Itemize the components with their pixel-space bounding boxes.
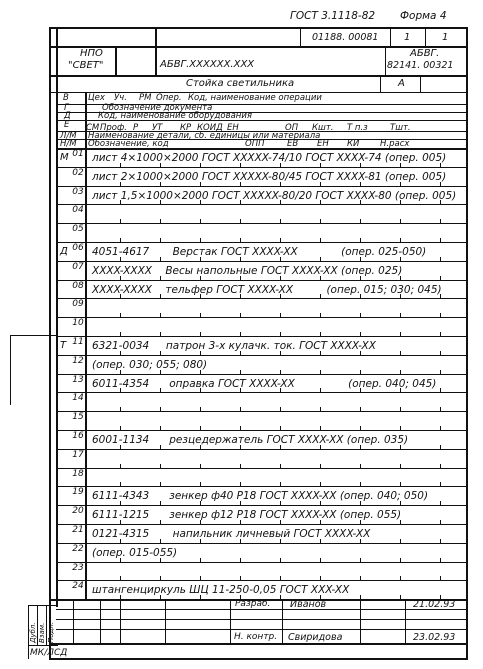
standard-number: ГОСТ 3.1118-82	[290, 10, 376, 22]
row-tick	[400, 351, 401, 356]
row-tick	[120, 313, 121, 318]
row-tick	[440, 464, 441, 469]
row-tick	[240, 558, 241, 563]
row-tick	[280, 558, 281, 563]
sheet-number: 1	[404, 32, 411, 43]
legend-4-koid: КОИД	[197, 123, 223, 133]
row-tick	[280, 576, 281, 581]
row-tick	[360, 482, 361, 487]
row-tick	[320, 332, 321, 337]
legend-1-tag: В	[63, 93, 69, 103]
legend-4-op: ОП	[285, 123, 299, 133]
row-tick	[160, 407, 161, 412]
row-tick	[440, 257, 441, 262]
row-number: 22	[72, 543, 84, 554]
row-tick	[240, 464, 241, 469]
row-tick	[440, 407, 441, 412]
row-tick	[120, 576, 121, 581]
row-separator	[56, 204, 468, 205]
row-tick	[240, 219, 241, 224]
legend-1-area: Уч.	[114, 93, 127, 103]
row-separator	[56, 430, 468, 431]
row-tick	[120, 482, 121, 487]
row-tick	[360, 370, 361, 375]
row-number: 24	[72, 581, 84, 592]
signature-divider	[165, 599, 166, 643]
row-tick	[400, 370, 401, 375]
header-divider	[155, 27, 157, 75]
row-tick	[320, 464, 321, 469]
header-divider	[420, 75, 421, 92]
row-text: 0121-4315 напильник личневый ГОСТ XXXX-XX	[92, 528, 371, 540]
row-tick	[200, 219, 201, 224]
binding-mark	[10, 335, 56, 336]
row-text: 6111-4343 зенкер ф40 Р18 ГОСТ XXXX-XX (опер. 040; 050)	[92, 490, 429, 503]
row-tick	[200, 426, 201, 431]
row-tick	[320, 238, 321, 243]
row-number: 02	[72, 167, 84, 178]
litera: А	[398, 78, 405, 89]
row-number: 12	[72, 355, 84, 366]
row-number: 19	[72, 487, 84, 498]
legend-6-opp: ОПП	[245, 139, 265, 149]
row-separator	[56, 223, 468, 224]
row-tick	[160, 332, 161, 337]
row-separator	[56, 524, 468, 525]
footer-line	[28, 645, 58, 646]
row-tick	[360, 407, 361, 412]
row-text: XXXX-XXXX тельфер ГОСТ XXXX-XX (опер. 015; 030; 045)	[92, 283, 442, 296]
row-tick	[440, 539, 441, 544]
signature-divider	[73, 599, 74, 643]
row-number: 14	[72, 393, 84, 404]
side-label-dubl: Дубл.	[29, 622, 37, 643]
row-tick	[200, 464, 201, 469]
part-designation: АБВГ.XXXXXX.XXX	[160, 59, 255, 70]
row-tick	[280, 238, 281, 243]
signature-divider	[230, 599, 231, 643]
row-tick	[240, 313, 241, 318]
row-tick	[440, 501, 441, 506]
row-separator	[56, 411, 468, 412]
code-right-2: 82141. 00321	[387, 60, 454, 71]
row-separator	[56, 336, 468, 337]
row-tick	[120, 219, 121, 224]
legend-3-equip: Код, наименование оборудования	[98, 111, 252, 121]
legend-6-code: Обозначение, код	[88, 139, 169, 149]
row-tick	[280, 426, 281, 431]
row-tick	[240, 482, 241, 487]
row-tick	[240, 576, 241, 581]
signature-line	[56, 629, 468, 630]
row-text: лист 1,5×1000×2000 ГОСТ XXXXX-80/20 ГОСТ XXXX-80 (опер. 005)	[92, 189, 457, 202]
row-tick	[200, 576, 201, 581]
row-tick	[440, 332, 441, 337]
footer-form-code: МК/ЛСД	[30, 648, 68, 658]
row-tick	[160, 219, 161, 224]
row-tick	[440, 482, 441, 487]
row-tick	[280, 219, 281, 224]
row-number: 15	[72, 412, 84, 423]
header-divider	[390, 27, 391, 46]
row-separator	[56, 317, 468, 318]
row-tick	[240, 332, 241, 337]
header-divider	[385, 46, 386, 75]
legend-4-ksht: Кшт.	[312, 123, 334, 133]
row-separator	[56, 580, 468, 581]
sig-date-developer: 21.02.93	[413, 599, 456, 610]
row-separator	[56, 374, 468, 375]
rownumber-divider	[85, 92, 87, 599]
row-text: (опер. 030; 055; 080)	[92, 358, 208, 371]
row-tick	[280, 370, 281, 375]
legend-1-shop: Цех	[88, 93, 105, 103]
row-tick	[440, 276, 441, 281]
row-separator	[56, 543, 468, 544]
row-tick	[120, 407, 121, 412]
row-tick	[360, 313, 361, 318]
row-tick	[200, 332, 201, 337]
row-tick	[400, 238, 401, 243]
row-tick	[240, 370, 241, 375]
header-line	[49, 75, 468, 77]
row-tick	[120, 238, 121, 243]
legend-4-en: ЕН	[227, 123, 239, 133]
row-separator	[56, 505, 468, 506]
row-tick	[160, 313, 161, 318]
row-separator	[56, 280, 468, 281]
row-tick	[320, 219, 321, 224]
row-tick	[400, 313, 401, 318]
side-line	[28, 605, 56, 606]
row-text: 6011-4354 оправка ГОСТ XXXX-XX (опер. 040; 045)	[92, 377, 437, 390]
sig-role-developer: Разраб.	[235, 599, 271, 609]
row-number: 07	[72, 261, 84, 272]
legend-4-tpz: Т п.з	[347, 123, 368, 133]
signature-line	[56, 609, 468, 610]
row-tick	[400, 407, 401, 412]
row-tick	[400, 332, 401, 337]
row-number: 03	[72, 186, 84, 197]
row-text: 6111-1215 зенкер ф12 Р18 ГОСТ XXXX-XX (опер. 055)	[92, 509, 402, 522]
sig-name-developer: Иванов	[290, 599, 327, 610]
signature-line	[56, 619, 468, 620]
row-text: 6001-1134 резцедержатель ГОСТ XXXX-XX (опер. 035)	[92, 434, 409, 446]
row-number: 09	[72, 299, 84, 310]
row-number: 10	[72, 318, 84, 329]
row-tick	[160, 576, 161, 581]
row-tick	[120, 332, 121, 337]
legend-6-tag: Н/М	[60, 139, 77, 149]
signature-divider	[405, 599, 406, 643]
row-tick	[200, 313, 201, 318]
row-tick	[440, 426, 441, 431]
signature-divider	[120, 599, 121, 643]
org-name-line2: "СВЕТ"	[68, 60, 104, 71]
row-tick	[360, 558, 361, 563]
row-number: 20	[72, 506, 84, 517]
row-text: (опер. 015-055)	[92, 546, 178, 559]
row-tick	[400, 426, 401, 431]
row-tick	[440, 576, 441, 581]
row-tick	[240, 407, 241, 412]
row-tick	[400, 219, 401, 224]
legend-4-prof: Проф.	[100, 123, 127, 133]
row-tick	[240, 238, 241, 243]
row-tick	[360, 238, 361, 243]
legend-2-tag: Г	[64, 103, 69, 113]
row-number: 18	[72, 468, 84, 479]
row-tick	[440, 370, 441, 375]
legend-4-tag: Е	[64, 120, 70, 130]
row-text: 4051-4617 Верстак ГОСТ XXXX-XX (опер. 025-050)	[92, 246, 427, 258]
legend-4-kr: КР	[180, 123, 192, 133]
row-tick	[440, 520, 441, 525]
row-tag: М	[60, 152, 69, 163]
code-right-1: АБВГ.	[410, 48, 440, 59]
row-number: 11	[72, 337, 84, 347]
row-separator	[56, 486, 468, 487]
row-tick	[440, 238, 441, 243]
row-tick	[200, 238, 201, 243]
row-separator	[56, 261, 468, 262]
row-tick	[120, 426, 121, 431]
legend-6-en: ЕН	[317, 139, 329, 149]
row-separator	[56, 392, 468, 393]
row-number: 13	[72, 374, 84, 385]
row-tag: Д	[60, 246, 68, 257]
row-tick	[400, 539, 401, 544]
row-tick	[160, 426, 161, 431]
row-tick	[280, 482, 281, 487]
row-number: 21	[72, 525, 84, 535]
signature-divider	[100, 599, 101, 643]
row-tick	[400, 558, 401, 563]
row-tick	[440, 445, 441, 450]
row-tick	[160, 464, 161, 469]
row-tick	[280, 407, 281, 412]
row-tick	[360, 576, 361, 581]
sig-name-normcontrol: Свиридова	[288, 632, 343, 643]
row-tick	[400, 464, 401, 469]
row-number: 17	[72, 449, 84, 460]
legend-2-doc: Обозначение документа	[102, 103, 213, 113]
row-separator	[56, 468, 468, 469]
side-label-vzam: Взам.	[38, 622, 46, 643]
row-number: 04	[72, 205, 84, 216]
row-number: 06	[72, 243, 84, 253]
row-tick	[160, 482, 161, 487]
row-tick	[440, 558, 441, 563]
legend-3-tag: Д	[64, 111, 71, 121]
legend-6-ki: КИ	[347, 139, 360, 149]
part-title: Стойка светильника	[186, 78, 295, 89]
row-tick	[360, 332, 361, 337]
doc-code: 01188. 00081	[312, 32, 379, 43]
row-tick	[360, 464, 361, 469]
row-tick	[440, 219, 441, 224]
row-tick	[200, 407, 201, 412]
legend-4-tsht: Тшт.	[390, 123, 411, 133]
row-number: 23	[72, 562, 84, 573]
row-tick	[320, 370, 321, 375]
row-text: лист 4×1000×2000 ГОСТ XXXXX-74/10 ГОСТ XXXX-74 (опер. 005)	[92, 152, 447, 164]
row-text: 6321-0034 патрон 3-х кулачк. ток. ГОСТ XXXX-XX	[92, 340, 376, 352]
legend-5-tag: Л/М	[60, 131, 77, 141]
legend-6-nrash: Н.расх	[380, 139, 410, 149]
row-tick	[360, 426, 361, 431]
row-text: лист 2×1000×2000 ГОСТ XXXXX-80/45 ГОСТ XXXX-81 (опер. 005)	[92, 170, 447, 183]
row-separator	[56, 167, 468, 168]
row-separator	[56, 355, 468, 356]
signature-line	[49, 643, 468, 645]
side-label-podl: Подл.	[47, 621, 55, 643]
row-number: 16	[72, 431, 84, 441]
row-tick	[440, 351, 441, 356]
legend-1-rm: РМ	[139, 93, 152, 103]
sig-role-normcontrol: Н. контр.	[234, 632, 278, 642]
row-separator	[56, 449, 468, 450]
row-tick	[400, 482, 401, 487]
form-number: Форма 4	[400, 10, 447, 22]
row-tick	[280, 313, 281, 318]
row-text: XXXX-XXXX Весы напольные ГОСТ XXXX-XX (опер. 025)	[92, 264, 403, 277]
legend-1-op: Опер.	[156, 93, 182, 103]
row-tick	[200, 482, 201, 487]
header-divider	[115, 46, 117, 75]
legend-5-name: Наименование детали, сб. единицы или материала	[88, 131, 321, 141]
row-tick	[320, 558, 321, 563]
row-number: 01	[72, 149, 84, 159]
row-tick	[160, 238, 161, 243]
org-name-line1: НПО	[80, 48, 103, 59]
legend-6-ev: ЕВ	[287, 139, 299, 149]
row-text: штангенциркуль ШЦ 11-250-0,05 ГОСТ XXX-XX	[92, 584, 350, 597]
row-separator	[56, 186, 468, 187]
binding-mark	[10, 335, 11, 405]
row-tick	[440, 313, 441, 318]
row-tick	[320, 576, 321, 581]
header-divider	[425, 27, 426, 46]
row-number: 08	[72, 280, 84, 291]
legend-1-opname: Код, наименование операции	[188, 93, 322, 103]
row-tick	[360, 219, 361, 224]
header-divider	[380, 75, 381, 92]
row-tag: Т	[60, 340, 67, 351]
row-tick	[320, 482, 321, 487]
signature-divider	[360, 599, 361, 643]
legend-4-sm: СМ	[86, 123, 100, 133]
row-tick	[120, 464, 121, 469]
row-tick	[240, 426, 241, 431]
legend-4-r: Р	[133, 123, 139, 133]
row-tick	[400, 576, 401, 581]
row-separator	[56, 298, 468, 299]
row-tick	[320, 313, 321, 318]
row-separator	[56, 242, 468, 243]
header-divider	[300, 27, 301, 46]
signature-divider	[282, 599, 283, 643]
sheets-total: 1	[442, 32, 449, 43]
row-separator	[56, 562, 468, 563]
row-number: 05	[72, 224, 84, 235]
row-tick	[320, 407, 321, 412]
legend-4-ut: УТ	[152, 123, 163, 133]
sig-date-normcontrol: 23.02.93	[413, 632, 456, 643]
row-tick	[280, 464, 281, 469]
row-tick	[280, 332, 281, 337]
row-tick	[440, 388, 441, 393]
row-tick	[200, 558, 201, 563]
row-tick	[320, 426, 321, 431]
